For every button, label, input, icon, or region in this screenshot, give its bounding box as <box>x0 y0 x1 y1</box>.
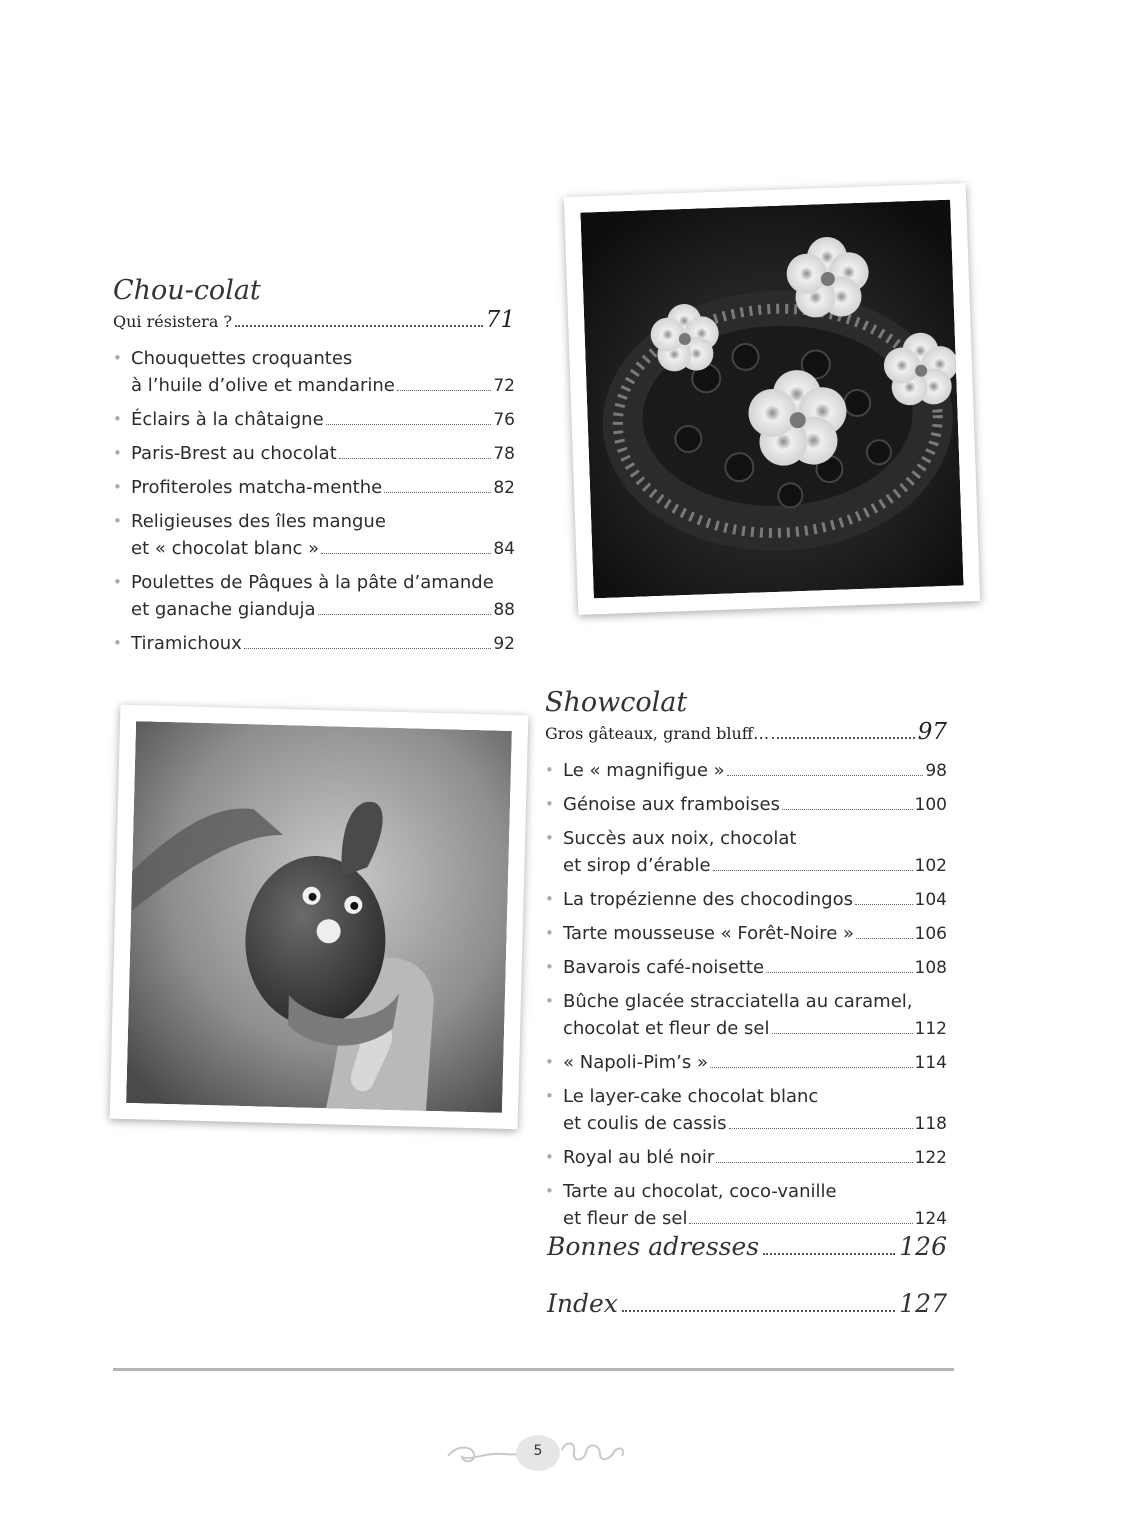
bullet-icon: • <box>545 890 554 908</box>
bullet-icon: • <box>545 1087 554 1105</box>
toc-item-last-line <box>563 1205 947 1233</box>
leader-dots <box>244 648 492 649</box>
leader-dots <box>782 809 913 810</box>
leader-dots <box>397 390 491 391</box>
section-showcolat <box>545 687 947 1239</box>
leader-dots <box>729 1128 913 1129</box>
toc-item-page: 124 <box>914 1209 947 1229</box>
bullet-icon: • <box>545 958 554 976</box>
toc-item-text: Tiramichoux <box>131 633 242 654</box>
footer-rule <box>113 1368 954 1371</box>
toc-item <box>545 1178 947 1233</box>
leader-dots <box>772 1033 913 1034</box>
toc-item-text: et fleur de sel <box>563 1208 688 1229</box>
leader-dots <box>689 1223 912 1224</box>
chocolate-choux-figure-photo-icon <box>126 721 512 1113</box>
bullet-icon: • <box>113 349 122 367</box>
toc-item-page: 92 <box>493 634 515 654</box>
toc-item-last-line <box>563 920 947 948</box>
toc-item-text: et ganache gianduja <box>131 599 316 620</box>
entry-page: 126 <box>899 1232 947 1261</box>
toc-item-text: Éclairs à la châtaigne <box>131 409 324 430</box>
toc-item <box>113 345 515 400</box>
toc-item-text: et « chocolat blanc » <box>131 538 320 559</box>
toc-item-text: Bavarois café-noisette <box>563 957 765 978</box>
toc-item <box>545 757 947 785</box>
toc-item <box>113 440 515 468</box>
toc-list <box>545 757 947 1233</box>
section-subtitle: Gros gâteaux, grand bluff… <box>545 724 770 743</box>
toc-item-last-line <box>131 596 515 624</box>
leader-dots <box>727 775 924 776</box>
tart-with-flowers-photo-icon <box>580 200 963 599</box>
toc-item-page: 76 <box>493 410 515 430</box>
toc-item-text: et coulis de cassis <box>563 1113 727 1134</box>
toc-item-last-line <box>563 1144 947 1172</box>
toc-entry-bonnes-adresses <box>547 1232 947 1272</box>
toc-item <box>545 1049 947 1077</box>
bullet-icon: • <box>113 573 122 591</box>
toc-item <box>545 954 947 982</box>
toc-item-text: chocolat et fleur de sel <box>563 1018 770 1039</box>
toc-item-text: à l’huile d’olive et mandarine <box>131 375 395 396</box>
section-subtitle-row <box>113 307 515 337</box>
toc-item-last-line <box>131 372 515 400</box>
toc-item-last-line <box>563 1015 947 1043</box>
toc-item-line: Succès aux noix, chocolat <box>563 828 797 849</box>
toc-item-page: 78 <box>493 444 515 464</box>
bullet-icon: • <box>113 444 122 462</box>
page-number-ornament <box>444 1432 630 1474</box>
photo-choux <box>110 705 529 1130</box>
toc-item-text: Tarte mousseuse « Forêt-Noire » <box>563 923 855 944</box>
toc-item <box>545 920 947 948</box>
bullet-icon: • <box>113 410 122 428</box>
toc-item-page: 122 <box>914 1148 947 1168</box>
toc-item-line: Bûche glacée stracciatella au caramel, <box>563 991 913 1012</box>
bullet-icon: • <box>113 512 122 530</box>
toc-item-page: 72 <box>493 376 515 396</box>
leader-dots <box>716 1162 912 1163</box>
toc-item-text: Profiteroles matcha-menthe <box>131 477 383 498</box>
bullet-icon: • <box>113 478 122 496</box>
bullet-icon: • <box>545 795 554 813</box>
toc-item <box>545 886 947 914</box>
toc-item-last-line <box>131 406 515 434</box>
photo-tart <box>564 183 980 615</box>
toc-item <box>545 791 947 819</box>
toc-item-text: Le « magnifigue » <box>563 760 725 781</box>
toc-item <box>113 569 515 624</box>
toc-item <box>545 1144 947 1172</box>
bullet-icon: • <box>545 1182 554 1200</box>
leader-dots <box>763 1253 895 1255</box>
toc-item-page: 102 <box>914 856 947 876</box>
toc-item <box>113 508 515 563</box>
toc-item-last-line <box>563 954 947 982</box>
toc-item-text: La tropézienne des chocodingos <box>563 889 853 910</box>
toc-item-page: 106 <box>914 924 947 944</box>
bullet-icon: • <box>545 1148 554 1166</box>
toc-item-text: Royal au blé noir <box>563 1147 715 1168</box>
toc-item-page: 88 <box>493 600 515 620</box>
entry-title: Bonnes adresses <box>547 1232 760 1261</box>
leader-dots <box>384 492 491 493</box>
toc-item-last-line <box>563 886 947 914</box>
toc-item-last-line <box>563 1049 947 1077</box>
leader-dots <box>772 737 915 739</box>
toc-item-page: 104 <box>914 890 947 910</box>
page-number: 5 <box>533 1443 543 1459</box>
toc-item-last-line <box>131 630 515 658</box>
section-page: 97 <box>917 719 947 745</box>
toc-item-last-line <box>131 535 515 563</box>
bullet-icon: • <box>545 992 554 1010</box>
leader-dots <box>326 424 492 425</box>
toc-item-page: 100 <box>914 795 947 815</box>
toc-item-page: 84 <box>493 539 515 559</box>
toc-item-line: Chouquettes croquantes <box>131 348 353 369</box>
toc-item-page: 112 <box>914 1019 947 1039</box>
leader-dots <box>339 458 492 459</box>
entry-title: Index <box>547 1289 618 1318</box>
toc-item <box>545 1083 947 1138</box>
bullet-icon: • <box>545 1053 554 1071</box>
section-subtitle-row <box>545 719 947 749</box>
toc-item-text: Génoise aux framboises <box>563 794 781 815</box>
leader-dots <box>710 1067 913 1068</box>
leader-dots <box>318 614 492 615</box>
toc-entry-index <box>547 1289 947 1329</box>
toc-item-page: 114 <box>914 1053 947 1073</box>
toc-item-page: 98 <box>925 761 947 781</box>
toc-item-last-line <box>563 791 947 819</box>
toc-item <box>545 988 947 1043</box>
extras <box>547 1232 947 1329</box>
toc-item-line: Le layer-cake chocolat blanc <box>563 1086 819 1107</box>
toc-item-page: 118 <box>914 1114 947 1134</box>
leader-dots <box>766 972 912 973</box>
toc-item-last-line <box>131 440 515 468</box>
section-title: Showcolat <box>545 687 688 718</box>
toc-item-page: 82 <box>493 478 515 498</box>
toc-item-text: Paris-Brest au chocolat <box>131 443 337 464</box>
leader-dots <box>321 553 491 554</box>
toc-item <box>113 406 515 434</box>
leader-dots <box>235 325 483 327</box>
section-subtitle: Qui résistera ? <box>113 312 233 331</box>
toc-item-line: Religieuses des îles mangue <box>131 511 386 532</box>
toc-item-last-line <box>131 474 515 502</box>
leader-dots <box>855 904 913 905</box>
section-chou-colat <box>113 275 515 664</box>
toc-item-last-line <box>563 852 947 880</box>
entry-page: 127 <box>899 1289 947 1318</box>
leader-dots <box>713 870 913 871</box>
bullet-icon: • <box>113 634 122 652</box>
toc-item-last-line <box>563 1110 947 1138</box>
leader-dots <box>622 1310 895 1312</box>
toc-item-line: Poulettes de Pâques à la pâte d’amande <box>131 572 494 593</box>
bullet-icon: • <box>545 829 554 847</box>
leader-dots <box>856 938 912 939</box>
toc-item-text: et sirop d’érable <box>563 855 711 876</box>
toc-item <box>113 630 515 658</box>
toc-item-page: 108 <box>914 958 947 978</box>
section-page: 71 <box>485 307 515 333</box>
section-title: Chou-colat <box>113 275 261 306</box>
toc-item <box>113 474 515 502</box>
toc-item-line: Tarte au chocolat, coco-vanille <box>563 1181 837 1202</box>
toc-item-text: « Napoli-Pim’s » <box>563 1052 708 1073</box>
bullet-icon: • <box>545 761 554 779</box>
toc-item <box>545 825 947 880</box>
toc-item-last-line <box>563 757 947 785</box>
bullet-icon: • <box>545 924 554 942</box>
toc-list <box>113 345 515 658</box>
